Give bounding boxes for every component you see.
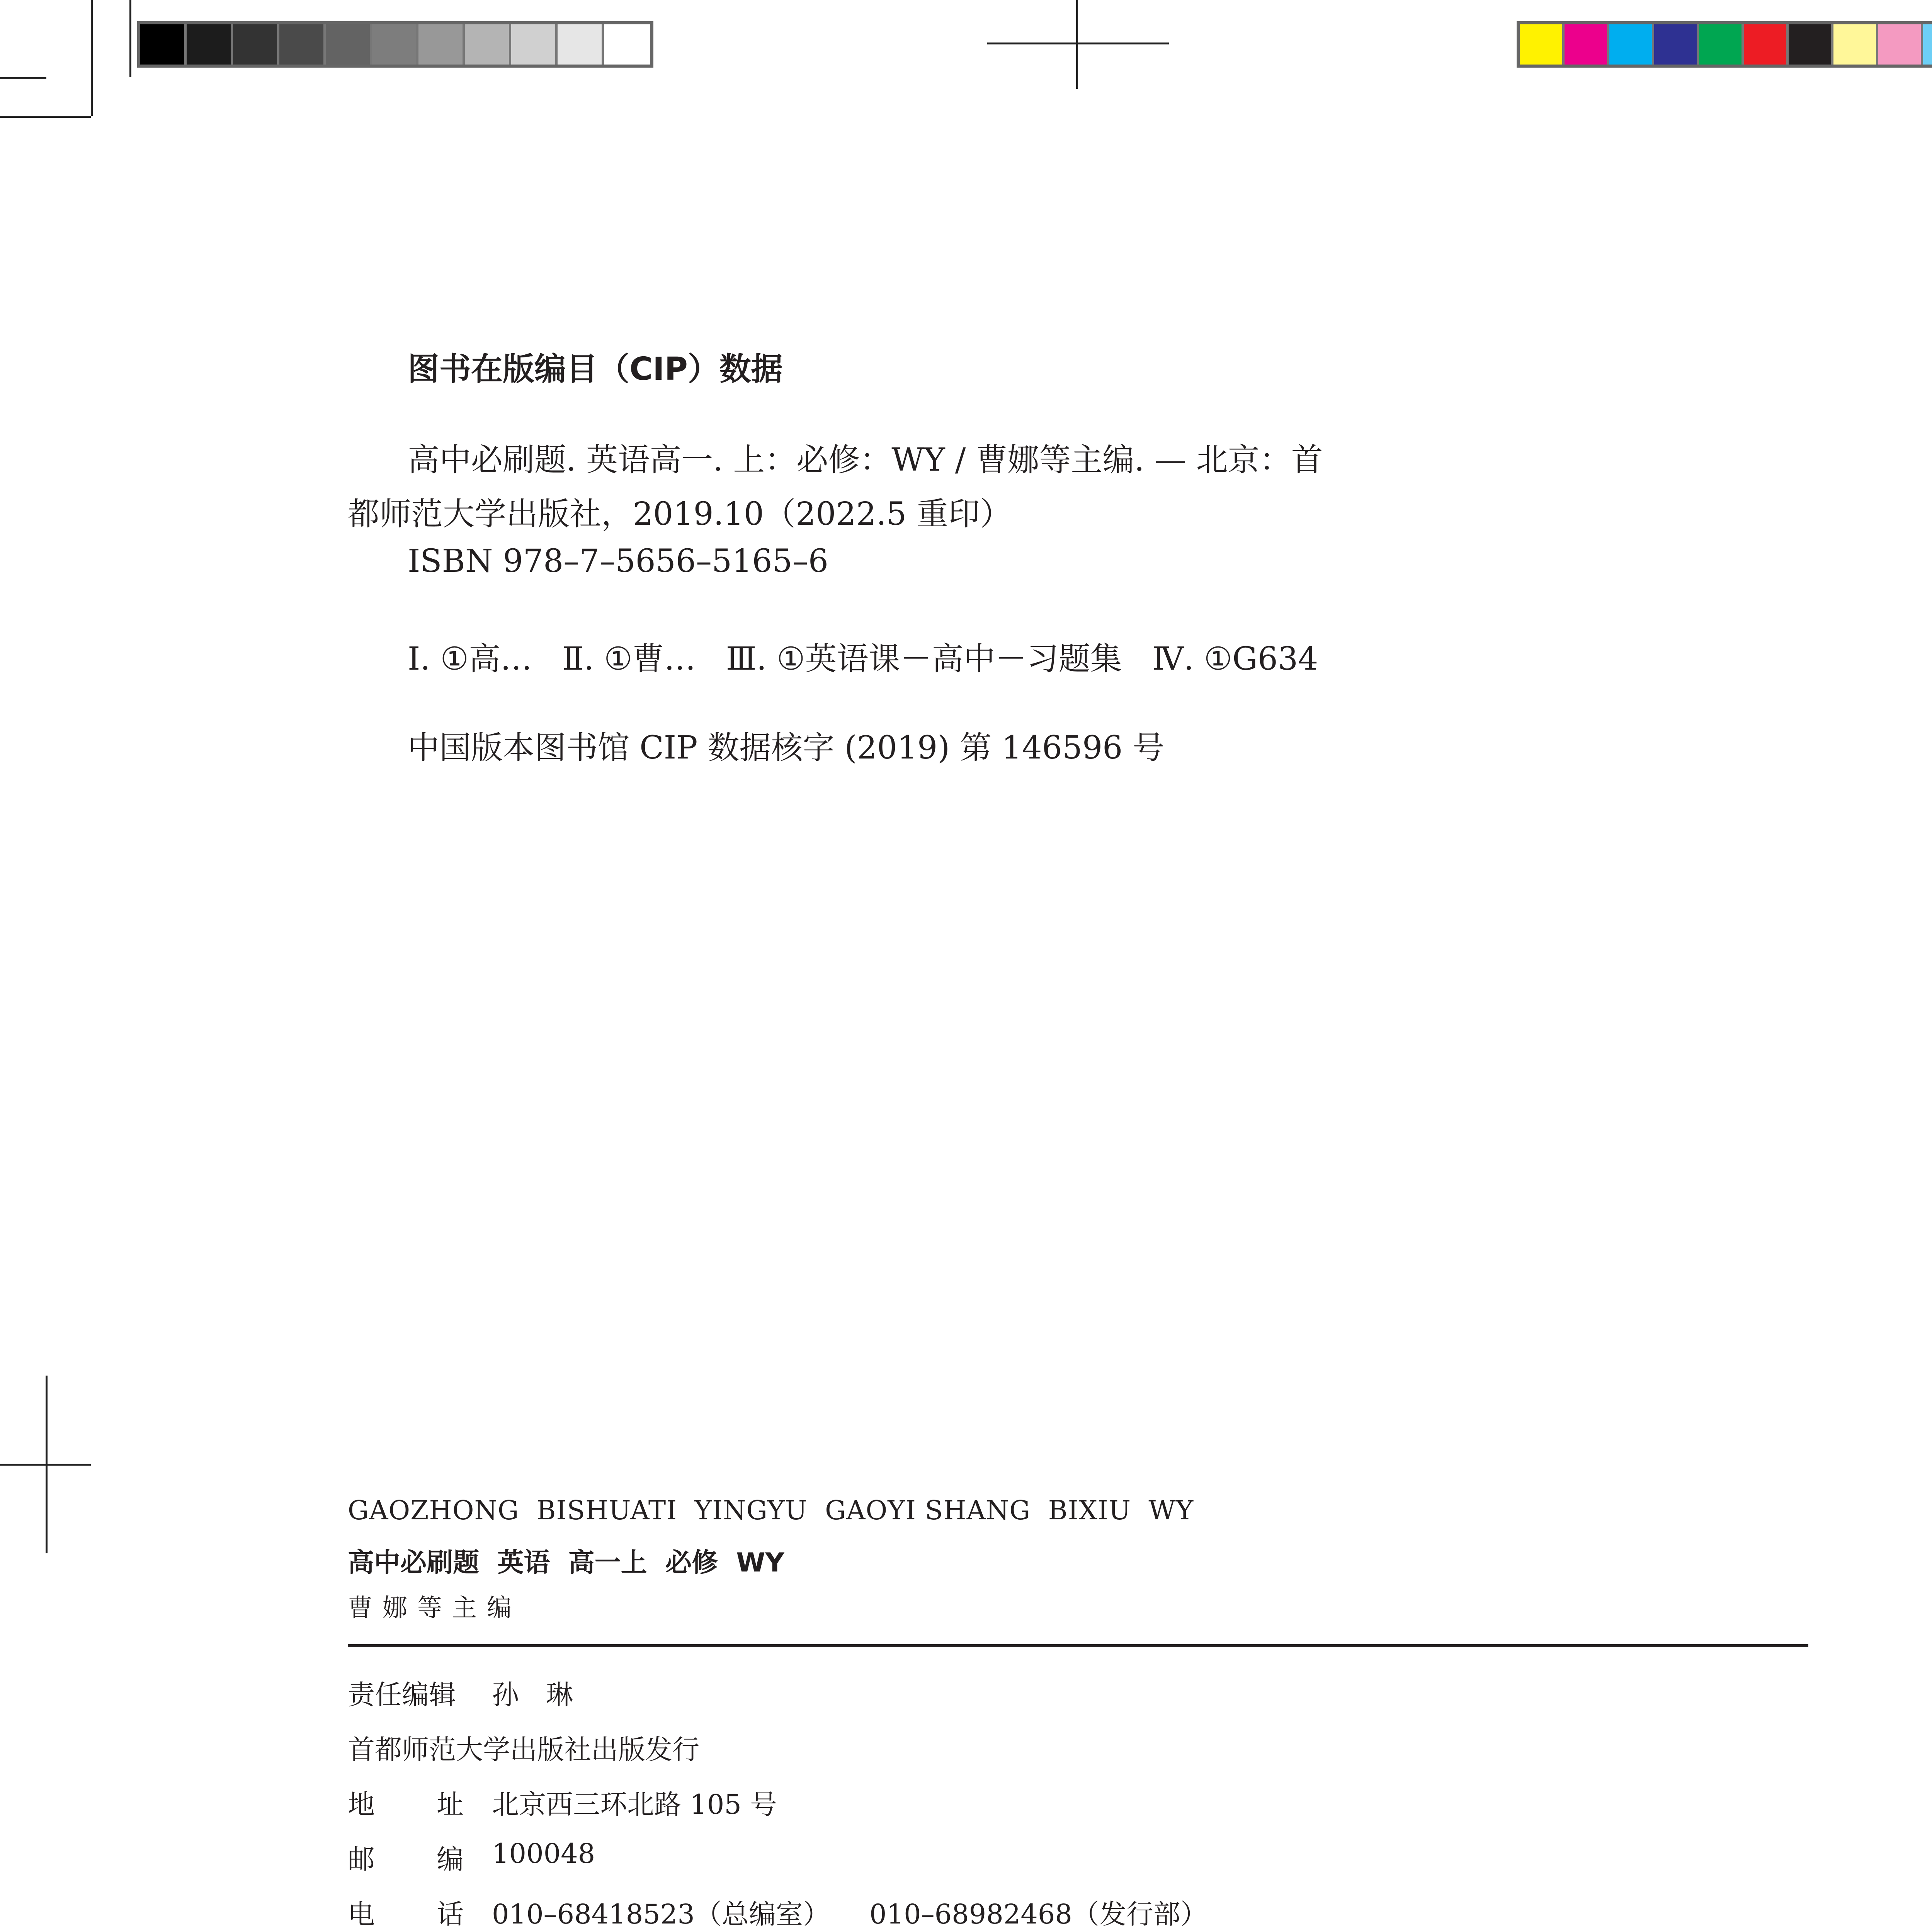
row-value-secondary: 010–68982468（发行部） [869,1898,1208,1930]
color-swatch [1565,24,1609,65]
crop-mark [0,77,46,79]
color-swatch [1923,24,1932,65]
gray-swatch [465,24,511,65]
color-swatch [1654,24,1699,65]
gray-swatch [558,24,604,65]
label-char: 地 [348,1789,375,1820]
gray-swatch [372,24,418,65]
gray-swatch [279,24,326,65]
gray-swatch [604,24,650,65]
color-swatch [1833,24,1878,65]
crop-mark [129,0,131,77]
label-char: 话 [437,1898,464,1930]
registration-mark [987,43,1169,44]
publisher-line: 首都师范大学出版社出版发行 [348,1734,699,1765]
grayscale-bar [137,21,653,68]
label-char: 编 [437,1844,464,1875]
gray-swatch [326,24,372,65]
label-char: 电 [348,1898,375,1930]
gray-swatch [511,24,558,65]
color-swatch [1699,24,1744,65]
cip-isbn: ISBN 978–7–5656–5165–6 [408,543,828,580]
row-value: 010–68418523（总编室） [492,1898,830,1930]
registration-mark [46,1376,48,1553]
divider-rule [348,1644,1808,1647]
color-swatch [1744,24,1789,65]
pinyin-title: GAOZHONG BISHUATI YINGYU GAOYI SHANG BIXIU WY [348,1495,1194,1526]
label-char: 址 [437,1789,464,1820]
row-value: 100048 [492,1838,595,1869]
editors-line: 曹娜等主编 [348,1594,522,1622]
row-value: 北京西三环北路 105 号 [492,1789,777,1820]
gray-swatch [418,24,465,65]
crop-mark [0,116,91,118]
color-swatch [1520,24,1565,65]
color-swatch [1789,24,1833,65]
crop-mark [91,0,93,116]
color-swatch [1878,24,1923,65]
cip-record-number: 中国版本图书馆 CIP 数据核字 (2019) 第 146596 号 [408,730,1165,766]
gray-swatch [233,24,279,65]
registration-mark [1076,0,1078,89]
cip-description-line-1: 高中必刷题. 英语高一. 上：必修：WY / 曹娜等主编. — 北京：首 [408,442,1323,478]
row-label: 责任编辑 [348,1679,456,1711]
chinese-title: 高中必刷题 英语 高一上 必修 WY [348,1548,784,1578]
color-swatch [1609,24,1654,65]
gray-swatch [187,24,233,65]
row-value: 孙 琳 [492,1679,573,1711]
cip-title: 图书在版编目（CIP）数据 [408,351,783,388]
cip-classification: Ⅰ. ①高… Ⅱ. ①曹… Ⅲ. ①英语课－高中－习题集 Ⅳ. ①G634 [408,641,1318,677]
process-color-bar [1517,21,1932,68]
cip-description-line-2: 都师范大学出版社，2019.10（2022.5 重印） [348,496,1012,532]
label-char: 邮 [348,1844,375,1875]
gray-swatch [140,24,187,65]
